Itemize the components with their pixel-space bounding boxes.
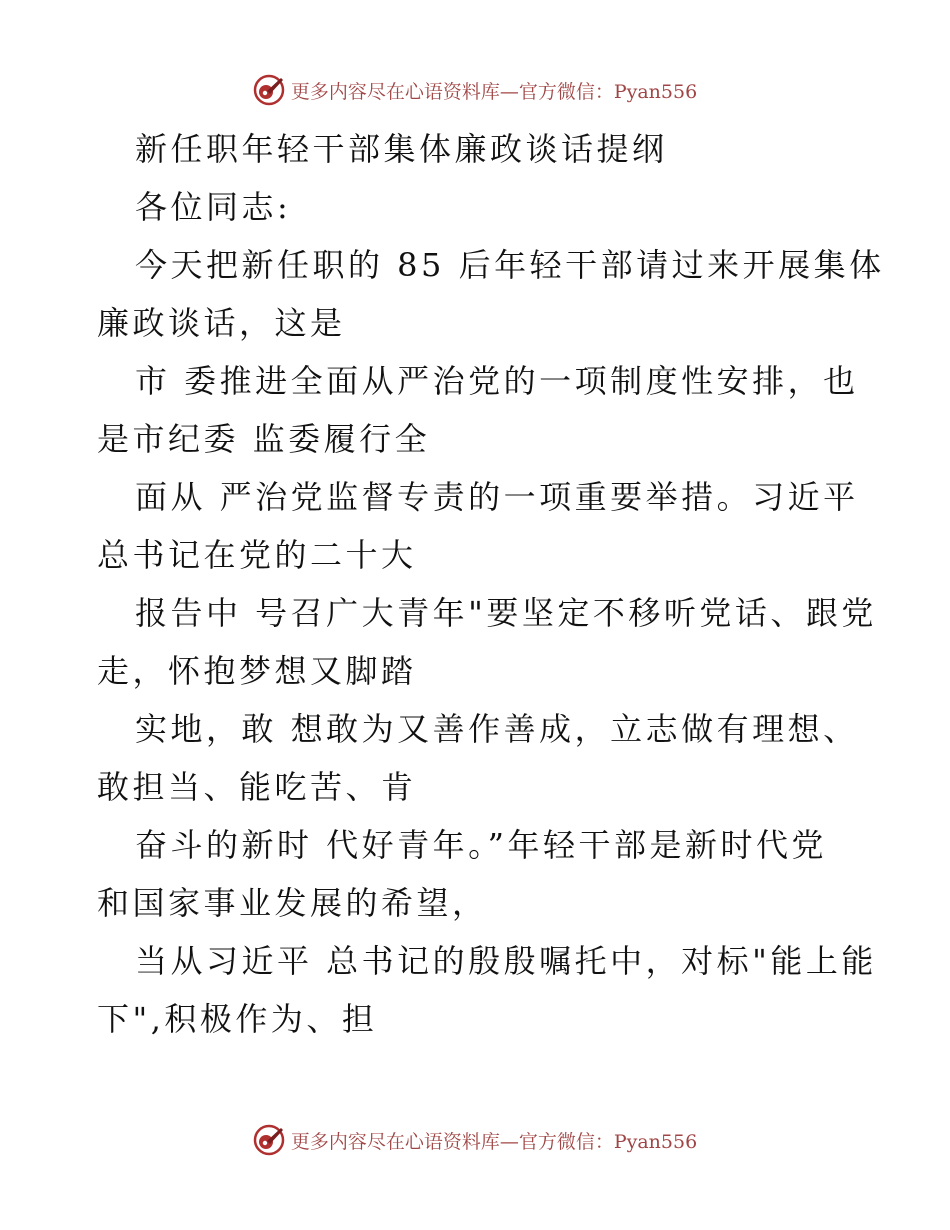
paragraph-line: 奋斗的新时 代好青年。”年轻干部是新时代党 [135,826,828,864]
document-title: 新任职年轻干部集体廉政谈话提纲 [135,130,668,168]
paragraph-line: 实地，敢 想敢为又善作善成，立志做有理想、 [135,710,859,748]
paragraph-line: 是市纪委 监委履行全 [97,420,431,458]
quill-seal-logo-icon [253,74,285,106]
paragraph-line: 和国家事业发展的希望， [97,884,488,922]
footer-banner-text: 更多内容尽在心语资料库—官方微信：Pyan556 [290,1130,698,1153]
quill-seal-logo-icon [253,1124,285,1156]
paragraph-line: 走，怀抱梦想又脚踏 [97,652,417,690]
header-banner-text: 更多内容尽在心语资料库—官方微信：Pyan556 [290,80,698,103]
paragraph-line: 报告中 号召广大青年"要坚定不移听党话、跟党 [135,594,877,632]
paragraph-line: 面从 严治党监督专责的一项重要举措。习近平 [135,478,859,516]
footer-banner [0,1120,950,1160]
paragraph-line: 下",积极作为、担 [97,1000,378,1038]
header-banner [0,70,950,110]
paragraph-line: 总书记在党的二十大 [97,536,417,574]
document-body [97,120,885,1048]
salutation: 各位同志: [135,188,292,226]
paragraph-line: 廉政谈话，这是 [97,304,346,342]
paragraph-line: 今天把新任职的 85 后年轻干部请过来开展集体 [135,246,885,284]
paragraph-line: 市 委推进全面从严治党的一项制度性安排，也 [135,362,859,400]
paragraph-line: 当从习近平 总书记的殷殷嘱托中，对标"能上能 [135,942,877,980]
paragraph-line: 敢担当、能吃苦、肯 [97,768,417,806]
